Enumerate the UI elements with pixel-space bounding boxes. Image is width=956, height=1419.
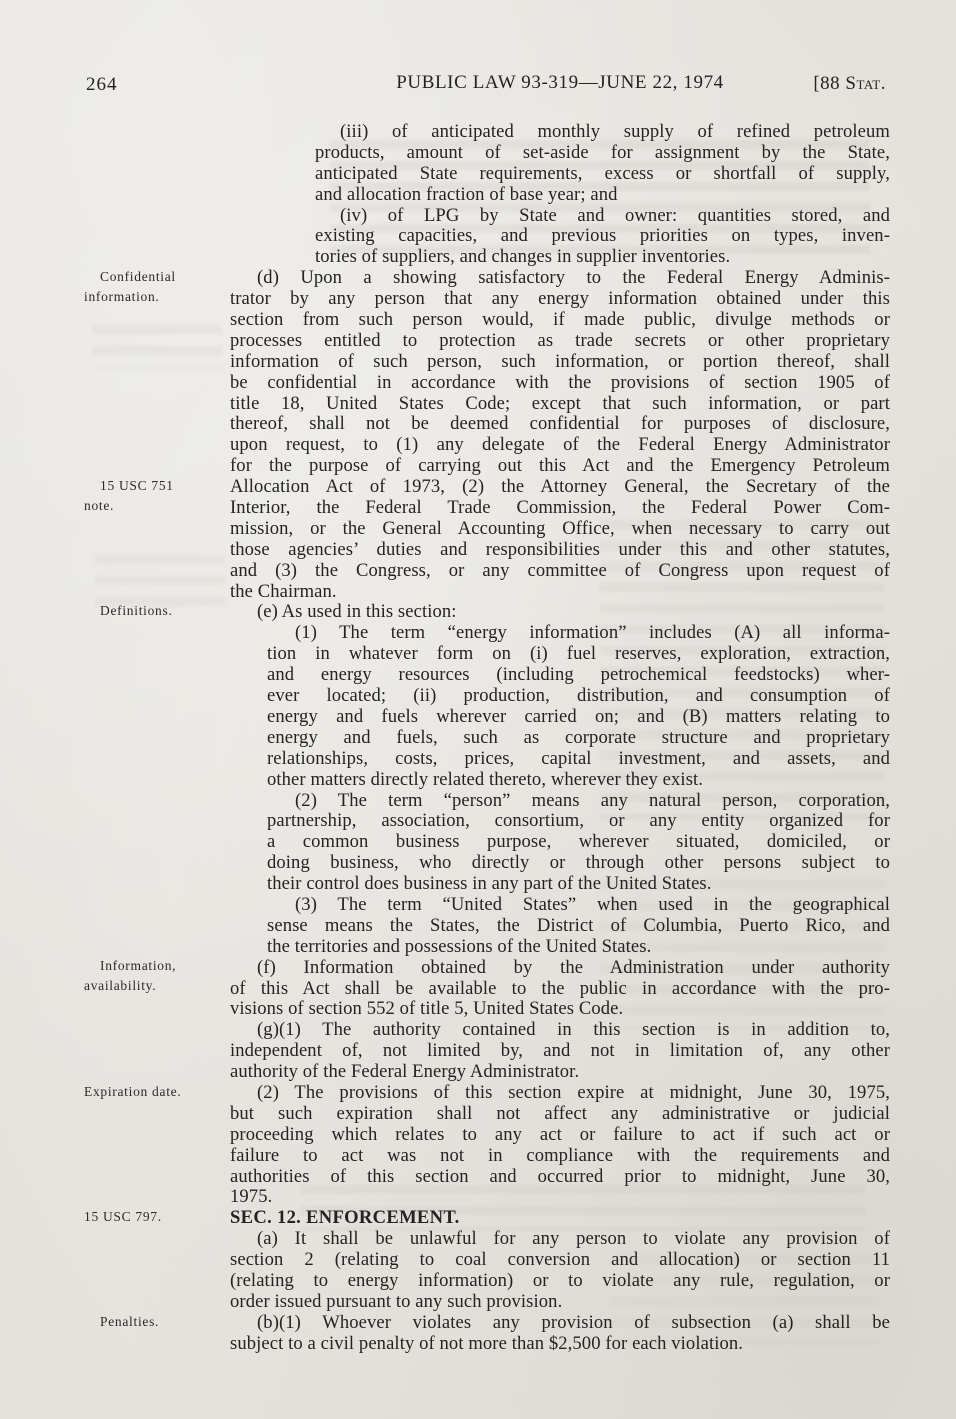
text-line: relationships, costs, prices, capital investment, and assets, and	[267, 748, 890, 769]
margin-note-usc-751-note	[84, 476, 236, 516]
text-line: and (3) the Congress, or any committee of Congress upon request of	[230, 560, 890, 581]
text-line: (1) The term “energy information” includes (A) all informa-	[295, 623, 890, 644]
text-line: thereof, shall not be deemed confidential for purposes of disclosure,	[230, 414, 890, 435]
text-line: energy and fuels, such as corporate structure and proprietary	[267, 727, 890, 748]
text-line: existing capacities, and previous priorities on types, inven-	[315, 226, 890, 247]
margin-note-expiration-date	[84, 1082, 236, 1102]
margin-note-usc-797	[84, 1207, 236, 1227]
text-line: (3) The term “United States” when used in the geographical	[295, 894, 890, 915]
text-line: Interior, the Federal Trade Commission, the Federal Power Com-	[230, 498, 890, 519]
text-line: those agencies’ duties and responsibilities under this and other statutes,	[230, 539, 890, 560]
paragraph-subsection-d	[230, 268, 890, 602]
text-line: the Chairman.	[230, 581, 337, 602]
margin-note-line: 15 USC 751	[100, 478, 174, 493]
text-line: failure to act was not in compliance with the requirements and	[230, 1145, 890, 1166]
paragraph-clause-iii	[315, 122, 890, 206]
paragraph-sec-12-b-1	[230, 1313, 890, 1355]
text-line: their control does business in any part of the United States.	[267, 874, 712, 895]
text-line: (2) The term “person” means any natural person, corporation,	[295, 790, 890, 811]
text-line: authority of the Federal Energy Administrator.	[230, 1062, 580, 1083]
text-line: ever located; (ii) production, distribution, and consumption of	[267, 686, 890, 707]
margin-note-line: Expiration date.	[84, 1084, 182, 1099]
text-line: partnership, association, consortium, or any entity organized for	[267, 811, 890, 832]
margin-note-line: Confidential	[100, 269, 176, 284]
text-line: sense means the States, the District of Columbia, Puerto Rico, and	[267, 915, 890, 936]
text-line: for the purpose of carrying out this Act and the Emergency Petroleum	[230, 456, 890, 477]
text-line: (b)(1) Whoever violates any provision of subsection (a) shall be	[257, 1312, 890, 1333]
text-line: and allocation fraction of base year; and	[315, 184, 618, 205]
margin-note-line: information.	[84, 289, 160, 304]
text-line: products, amount of set-aside for assignment by the State,	[315, 142, 890, 163]
paragraph-definition-1	[267, 623, 890, 790]
text-line: (f) Information obtained by the Administration under authority	[257, 957, 890, 978]
text-line: (iv) of LPG by State and owner: quantities stored, and	[340, 205, 890, 226]
text-line: but such expiration shall not affect any administrative or judicial	[230, 1103, 890, 1124]
margin-note-definitions	[84, 601, 236, 621]
text-line: the territories and possessions of the United States.	[267, 936, 652, 957]
paragraph-subsection-e	[230, 602, 890, 623]
text-line: proceeding which relates to any act or failure to act if such act or	[230, 1124, 890, 1145]
text-line: title 18, United States Code; except that such information, or part	[230, 393, 890, 414]
header-title: PUBLIC LAW 93-319—JUNE 22, 1974	[396, 72, 724, 93]
paragraph-subsection-f	[230, 958, 890, 1021]
margin-note-line: 15 USC 797.	[84, 1209, 162, 1224]
text-line: of this Act shall be available to the public in accordance with the pro-	[230, 978, 890, 999]
margin-note-line: Information,	[100, 958, 177, 973]
text-line: independent of, not limited by, and not in limitation of, any other	[230, 1041, 890, 1062]
text-line: visions of section 552 of title 5, United States Code.	[230, 999, 624, 1020]
text-line: subject to a civil penalty of not more than $2,500 for each violation.	[230, 1333, 744, 1354]
text-line: doing business, who directly or through other persons subject to	[267, 853, 890, 874]
text-line: a common business purpose, wherever situated, domiciled, or	[267, 832, 890, 853]
text-line: anticipated State requirements, excess or shortfall of supply,	[315, 163, 890, 184]
margin-note-penalties	[84, 1312, 236, 1332]
paragraph-subsection-g-1	[230, 1020, 890, 1083]
page-number: 264	[86, 74, 118, 95]
text-line: energy and fuels wherever carried on; and (B) matters relating to	[267, 706, 890, 727]
text-line: tion in whatever form on (i) fuel reserves, exploration, extraction,	[267, 644, 890, 665]
paragraph-sec-12-heading	[230, 1208, 890, 1229]
text-line: mission, or the General Accounting Office, when necessary to carry out	[230, 518, 890, 539]
text-line: upon request, to (1) any delegate of the Federal Energy Administrator	[230, 435, 890, 456]
text-line: section 2 (relating to coal conversion and allocation) or section 11	[230, 1250, 890, 1271]
paragraph-subsection-g-2	[230, 1083, 890, 1208]
paragraph-sec-12-a	[230, 1229, 890, 1313]
page-header	[0, 72, 956, 96]
text-line: (iii) of anticipated monthly supply of refined petroleum	[340, 122, 890, 142]
text-line: (a) It shall be unlawful for any person to violate any provision of	[257, 1229, 890, 1250]
text-line: (g)(1) The authority contained in this section is in addition to,	[257, 1020, 890, 1041]
text-line: (e) As used in this section:	[257, 602, 457, 623]
text-line: Allocation Act of 1973, (2) the Attorney General, the Secretary of the	[230, 477, 890, 498]
paragraph-clause-iv	[315, 206, 890, 269]
text-line: be confidential in accordance with the provisions of section 1905 of	[230, 372, 890, 393]
margin-note-line: Definitions.	[100, 603, 173, 618]
paragraph-definition-2	[267, 791, 890, 895]
text-line: authorities of this section and occurred prior to midnight, June 30,	[230, 1166, 890, 1187]
text-line: order issued pursuant to any such provision.	[230, 1291, 563, 1312]
margin-note-information-availability	[84, 956, 236, 996]
text-line: (d) Upon a showing satisfactory to the Federal Energy Adminis-	[257, 268, 890, 289]
text-line: other matters directly related thereto, wherever they exist.	[267, 769, 704, 790]
statutes-volume-label: [88 Stat.	[813, 73, 886, 94]
margin-note-confidential-information	[84, 267, 236, 307]
statute-body-text	[230, 122, 890, 1355]
text-line: and energy resources (including petrochemical feedstocks) wher-	[267, 665, 890, 686]
text-line: section from such person would, if made public, divulge methods or	[230, 310, 890, 331]
text-line: tories of suppliers, and changes in supplier inventories.	[315, 247, 731, 268]
text-line: processes entitled to protection as trade secrets or other proprietary	[230, 330, 890, 351]
paragraph-definition-3	[267, 895, 890, 958]
margin-note-line: note.	[84, 498, 115, 513]
text-line: (relating to energy information) or to violate any rule, regulation, or	[230, 1270, 890, 1291]
text-line: 1975.	[230, 1187, 273, 1208]
bleed-through-texture	[92, 325, 222, 369]
text-line: trator by any person that any energy information obtained under this	[230, 289, 890, 310]
margin-note-line: Penalties.	[100, 1314, 160, 1329]
text-line: information of such person, such information, or portion thereof, shall	[230, 351, 890, 372]
margin-note-line: availability.	[84, 978, 157, 993]
text-line: SEC. 12. ENFORCEMENT.	[230, 1208, 460, 1229]
text-line: (2) The provisions of this section expire at midnight, June 30, 1975,	[257, 1082, 890, 1103]
